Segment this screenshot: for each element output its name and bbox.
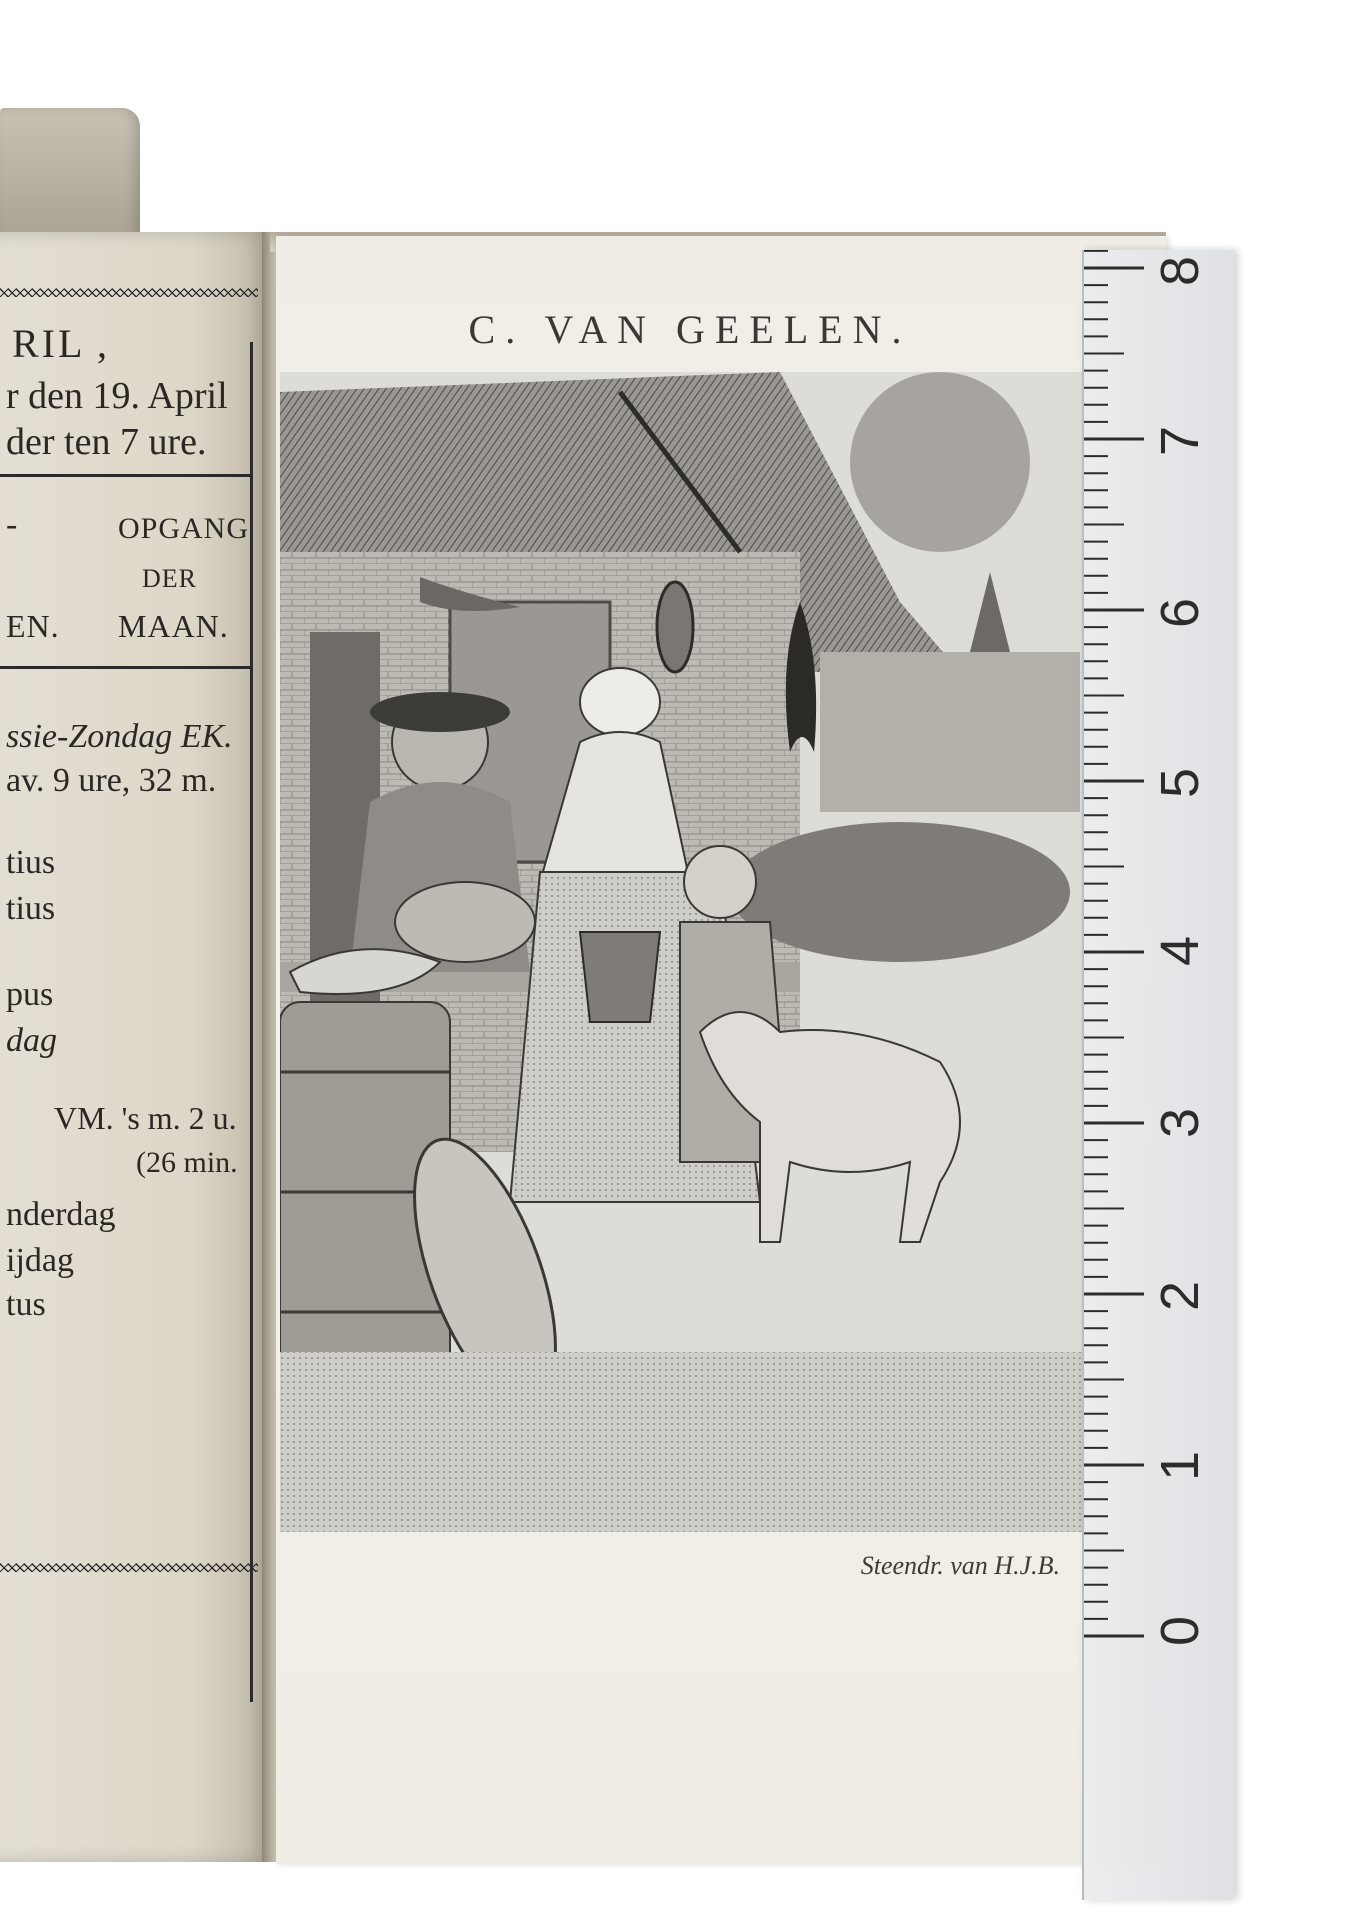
entry-line: av. 9 ure, 32 m. xyxy=(6,762,217,799)
ruler-number: 1 xyxy=(1150,1450,1210,1482)
bottom-border xyxy=(0,1562,258,1572)
col-header-left-2: EN. xyxy=(6,608,60,644)
entry-line: VM. 's m. 2 u. xyxy=(54,1100,237,1136)
left-page xyxy=(0,232,272,1862)
col-header-maan: MAAN. xyxy=(118,608,229,644)
ruler-number: 2 xyxy=(1150,1280,1210,1312)
header-line-3: der ten 7 ure. xyxy=(6,421,207,463)
top-border xyxy=(0,287,258,297)
entry-line: dag xyxy=(6,1022,57,1059)
rule-1 xyxy=(0,474,252,477)
ruler-number: 7 xyxy=(1150,425,1210,457)
col-header-opgang: OPGANG xyxy=(118,512,250,545)
header-line-2: r den 19. April xyxy=(6,375,228,417)
ruler-number: 5 xyxy=(1150,767,1210,799)
entry-line: nderdag xyxy=(6,1196,116,1233)
spine-scrap xyxy=(0,108,140,243)
ruler-number: 8 xyxy=(1150,255,1210,287)
ruler-number: 0 xyxy=(1150,1615,1210,1647)
ruler-number: 6 xyxy=(1150,597,1210,629)
entry-line: ijdag xyxy=(6,1242,74,1279)
col-header-left: - xyxy=(6,506,18,543)
entry-line: pus xyxy=(6,976,54,1013)
entry-line: (26 min. xyxy=(136,1146,238,1179)
lithograph-illustration xyxy=(280,372,1086,1532)
ruler-number: 3 xyxy=(1150,1107,1210,1139)
entry-line: tius xyxy=(6,844,56,881)
entry-line: tus xyxy=(6,1286,46,1323)
plate-title: C. VAN GEELEN. xyxy=(468,307,912,352)
col-header-der: DER xyxy=(142,564,197,593)
header-line-1: RIL , xyxy=(12,321,110,366)
rule-2 xyxy=(0,666,252,669)
page-frame-right xyxy=(250,342,253,1702)
entry-line: tius xyxy=(6,890,56,927)
entry-line: ssie-Zondag EK. xyxy=(6,718,233,755)
engraver-credit: Steendr. van H.J.B. xyxy=(860,1551,1060,1580)
ruler-number: 4 xyxy=(1150,935,1210,967)
market-scene-drawing xyxy=(280,372,1086,1532)
